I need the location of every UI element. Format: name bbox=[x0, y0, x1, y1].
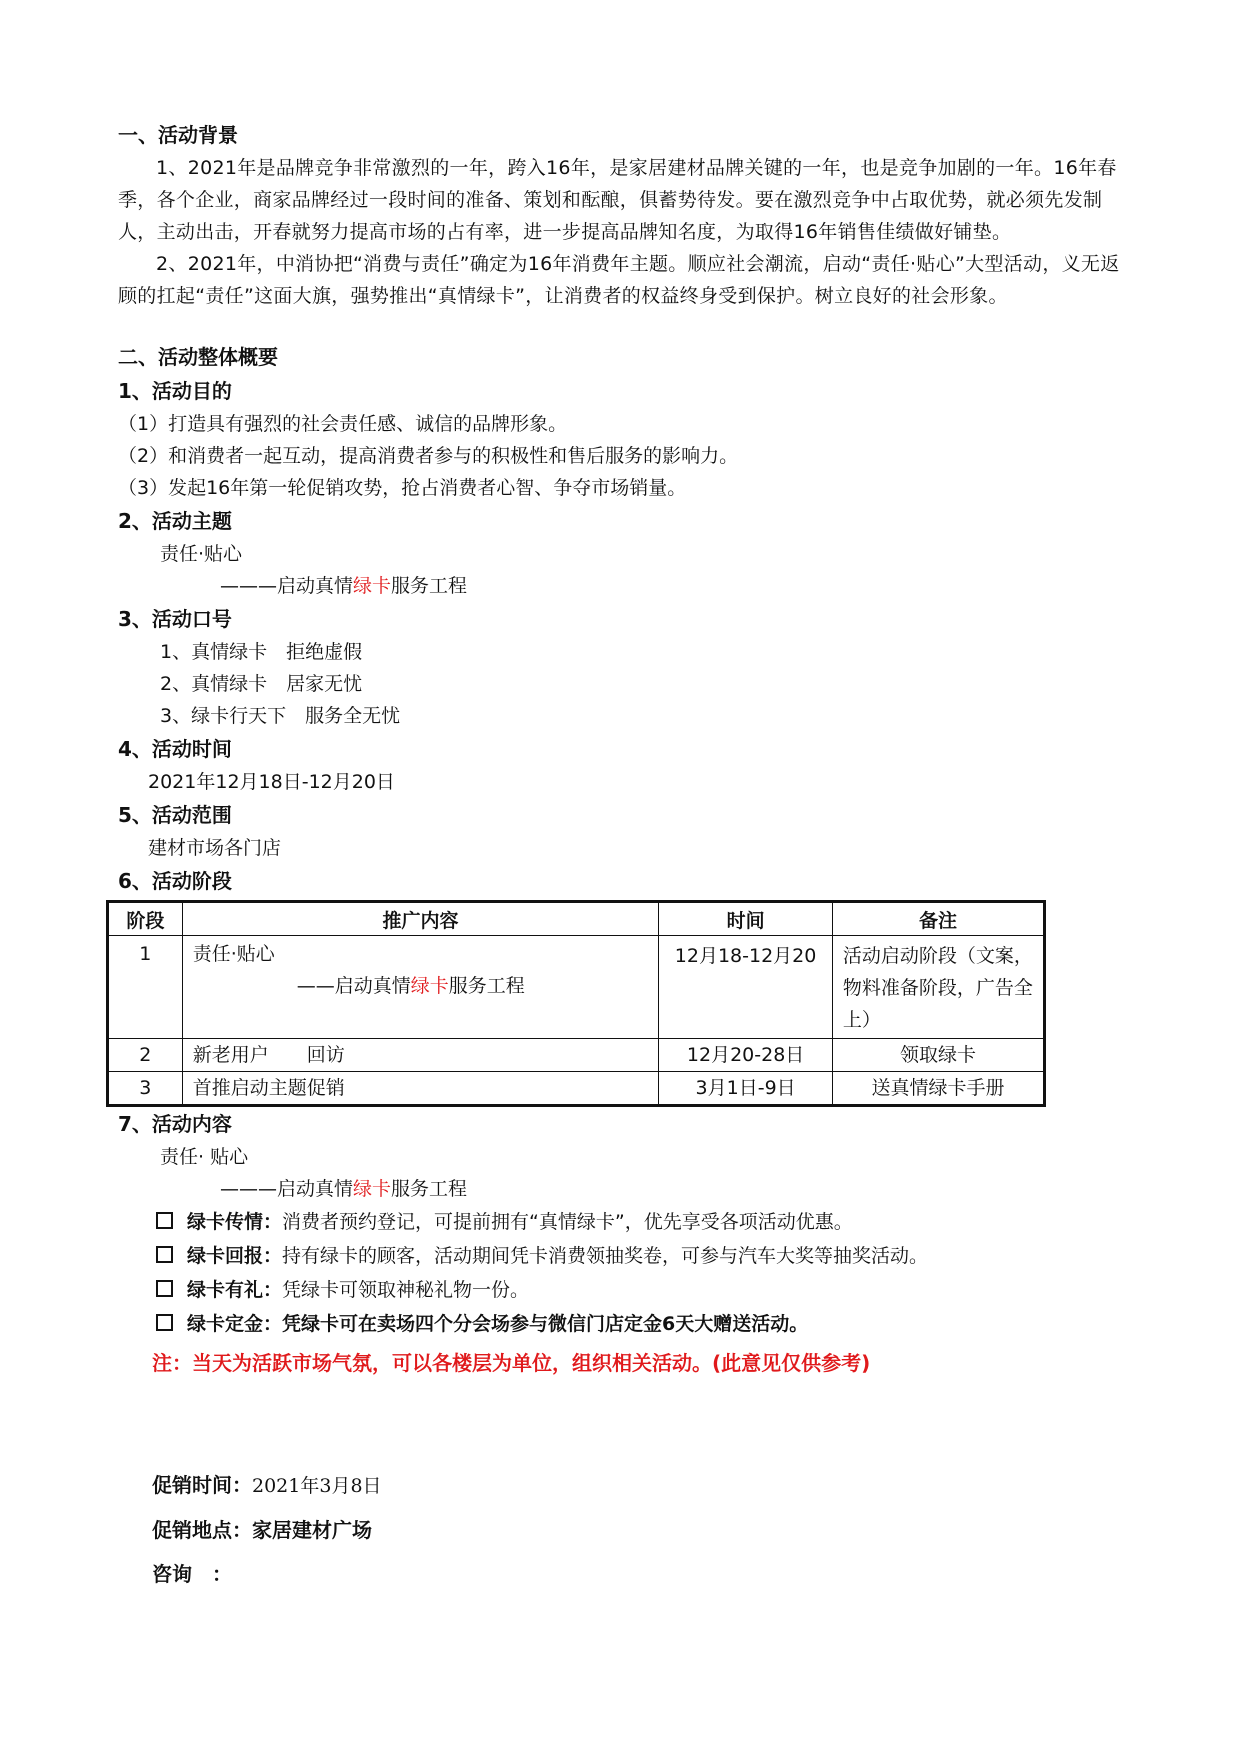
item-label: 绿卡有礼： bbox=[187, 1279, 283, 1301]
dash-rule: ——— bbox=[220, 1178, 277, 1200]
cell-time: 3月1日-9日 bbox=[659, 1072, 833, 1106]
promo-consult-label: 咨询 ： bbox=[152, 1562, 232, 1586]
cell-content bbox=[182, 936, 659, 1039]
content-highlight: 绿卡 bbox=[353, 1178, 392, 1200]
content-highlight: 绿卡 bbox=[410, 975, 449, 997]
cell-content: 首推启动主题促销 bbox=[182, 1072, 659, 1106]
promo-place-label: 促销地点： bbox=[152, 1518, 252, 1542]
checkbox-icon bbox=[156, 1246, 173, 1263]
cell-stage: 3 bbox=[108, 1072, 183, 1106]
item-text: 凭绿卡可领取神秘礼物一份。 bbox=[282, 1279, 530, 1301]
table-row bbox=[108, 936, 1045, 1039]
content-text: 启动真情 bbox=[334, 975, 411, 997]
cell-time: 12月20-28日 bbox=[659, 1039, 833, 1072]
dash-rule: ——— bbox=[220, 575, 277, 597]
content-text: 启动真情 bbox=[277, 1178, 354, 1200]
document-page bbox=[118, 118, 1138, 1596]
checkbox-icon bbox=[156, 1314, 173, 1331]
content-theme-line: 责任· 贴心 bbox=[160, 1146, 249, 1168]
content-theme-subline bbox=[118, 1173, 1138, 1205]
scope-value: 建材市场各门店 bbox=[148, 837, 282, 859]
table-row bbox=[108, 1039, 1045, 1072]
promo-place bbox=[118, 1508, 1138, 1552]
theme-line: 责任·贴心 bbox=[160, 543, 243, 565]
theme-text: 服务工程 bbox=[391, 575, 468, 597]
subheading-theme: 2、活动主题 bbox=[118, 509, 232, 533]
stage-table bbox=[106, 900, 1046, 1107]
goal-item: （2）和消费者一起互动，提高消费者参与的积极性和售后服务的影响力。 bbox=[118, 445, 739, 467]
cell-note: 领取绿卡 bbox=[832, 1039, 1044, 1072]
theme-text: 启动真情 bbox=[277, 575, 354, 597]
subheading-slogan: 3、活动口号 bbox=[118, 607, 232, 631]
content-text: 服务工程 bbox=[391, 1178, 468, 1200]
item-label: 绿卡传情： bbox=[187, 1211, 283, 1233]
item-label: 绿卡回报： bbox=[187, 1245, 283, 1267]
promo-time-value: 2021年3月8日 bbox=[252, 1475, 382, 1497]
header-note: 备注 bbox=[832, 902, 1044, 936]
theme-subline bbox=[118, 570, 1138, 602]
header-time: 时间 bbox=[659, 902, 833, 936]
promo-time bbox=[118, 1463, 1138, 1508]
subheading-stage: 6、活动阶段 bbox=[118, 869, 232, 893]
item-label: 绿卡定金： bbox=[187, 1313, 283, 1335]
checkbox-icon bbox=[156, 1280, 173, 1297]
section-heading-overview: 二、活动整体概要 bbox=[118, 345, 278, 369]
cell-content: 新老用户 回访 bbox=[182, 1039, 659, 1072]
slogan-item: 3、绿卡行天下 服务全无忧 bbox=[160, 705, 401, 727]
cell-stage: 2 bbox=[108, 1039, 183, 1072]
subheading-time: 4、活动时间 bbox=[118, 737, 232, 761]
promo-consult bbox=[118, 1552, 1138, 1596]
dash-rule: —— bbox=[296, 975, 335, 997]
cell-note: 送真情绿卡手册 bbox=[832, 1072, 1044, 1106]
cell-stage: 1 bbox=[108, 936, 183, 1039]
item-text: 消费者预约登记，可提前拥有“真情绿卡”，优先享受各项活动优惠。 bbox=[282, 1211, 853, 1233]
goal-item: （3）发起16年第一轮促销攻势，抢占消费者心智、争夺市场销量。 bbox=[118, 477, 687, 499]
cell-time: 12月18-12月20 bbox=[659, 936, 833, 1039]
slogan-item: 1、真情绿卡 拒绝虚假 bbox=[160, 641, 363, 663]
slogan-item: 2、真情绿卡 居家无忧 bbox=[160, 673, 363, 695]
list-item bbox=[118, 1205, 1138, 1239]
content-subline bbox=[193, 970, 649, 1002]
item-text: 凭绿卡可在卖场四个分会场参与微信门店定金6天大赠送活动。 bbox=[282, 1313, 809, 1335]
list-item bbox=[118, 1239, 1138, 1273]
time-value: 2021年12月18日-12月20日 bbox=[148, 771, 395, 793]
subheading-content: 7、活动内容 bbox=[118, 1112, 232, 1136]
theme-highlight: 绿卡 bbox=[353, 575, 392, 597]
content-text: 服务工程 bbox=[448, 975, 525, 997]
promo-place-value: 家居建材广场 bbox=[252, 1518, 372, 1542]
note-text: 注：当天为活跃市场气氛，可以各楼层为单位，组织相关活动。(此意见仅供参考) bbox=[152, 1351, 871, 1375]
promo-time-label: 促销时间： bbox=[152, 1473, 252, 1497]
list-item bbox=[118, 1273, 1138, 1307]
content-line: 责任·贴心 bbox=[192, 943, 275, 965]
list-item bbox=[118, 1307, 1138, 1341]
background-paragraph-2: 2、2021年，中消协把“消费与责任”确定为16年消费年主题。顺应社会潮流，启动“责任·贴心”大型活动，义无返顾的扛起“责任”这面大旗，强势推出“真情绿卡”，让消费者的权益终身受到保护。树立良好的社会形象。 bbox=[118, 253, 1120, 307]
header-content: 推广内容 bbox=[182, 902, 659, 936]
checkbox-icon bbox=[156, 1212, 173, 1229]
table-header-row bbox=[108, 902, 1045, 936]
background-paragraph-1: 1、2021年是品牌竞争非常激烈的一年，跨入16年，是家居建材品牌关键的一年，也是竞争加剧的一年。16年春季，各个企业，商家品牌经过一段时间的准备、策划和酝酿，俱蓄势待发。要在激烈竞争中占取优势，就必须先发制人，主动出击，开春就努力提高市场的占有率，进一步提高品牌知名度，为取得16年销售佳绩做好铺垫。 bbox=[118, 157, 1117, 243]
header-stage: 阶段 bbox=[108, 902, 183, 936]
table-row bbox=[108, 1072, 1045, 1106]
subheading-goal: 1、活动目的 bbox=[118, 379, 232, 403]
subheading-scope: 5、活动范围 bbox=[118, 803, 232, 827]
goal-item: （1）打造具有强烈的社会责任感、诚信的品牌形象。 bbox=[118, 413, 568, 435]
section-heading-background: 一、活动背景 bbox=[118, 123, 238, 147]
cell-note: 活动启动阶段（文案，物料准备阶段，广告全上） bbox=[832, 936, 1044, 1039]
item-text: 持有绿卡的顾客，活动期间凭卡消费领抽奖卷，可参与汽车大奖等抽奖活动。 bbox=[282, 1245, 929, 1267]
